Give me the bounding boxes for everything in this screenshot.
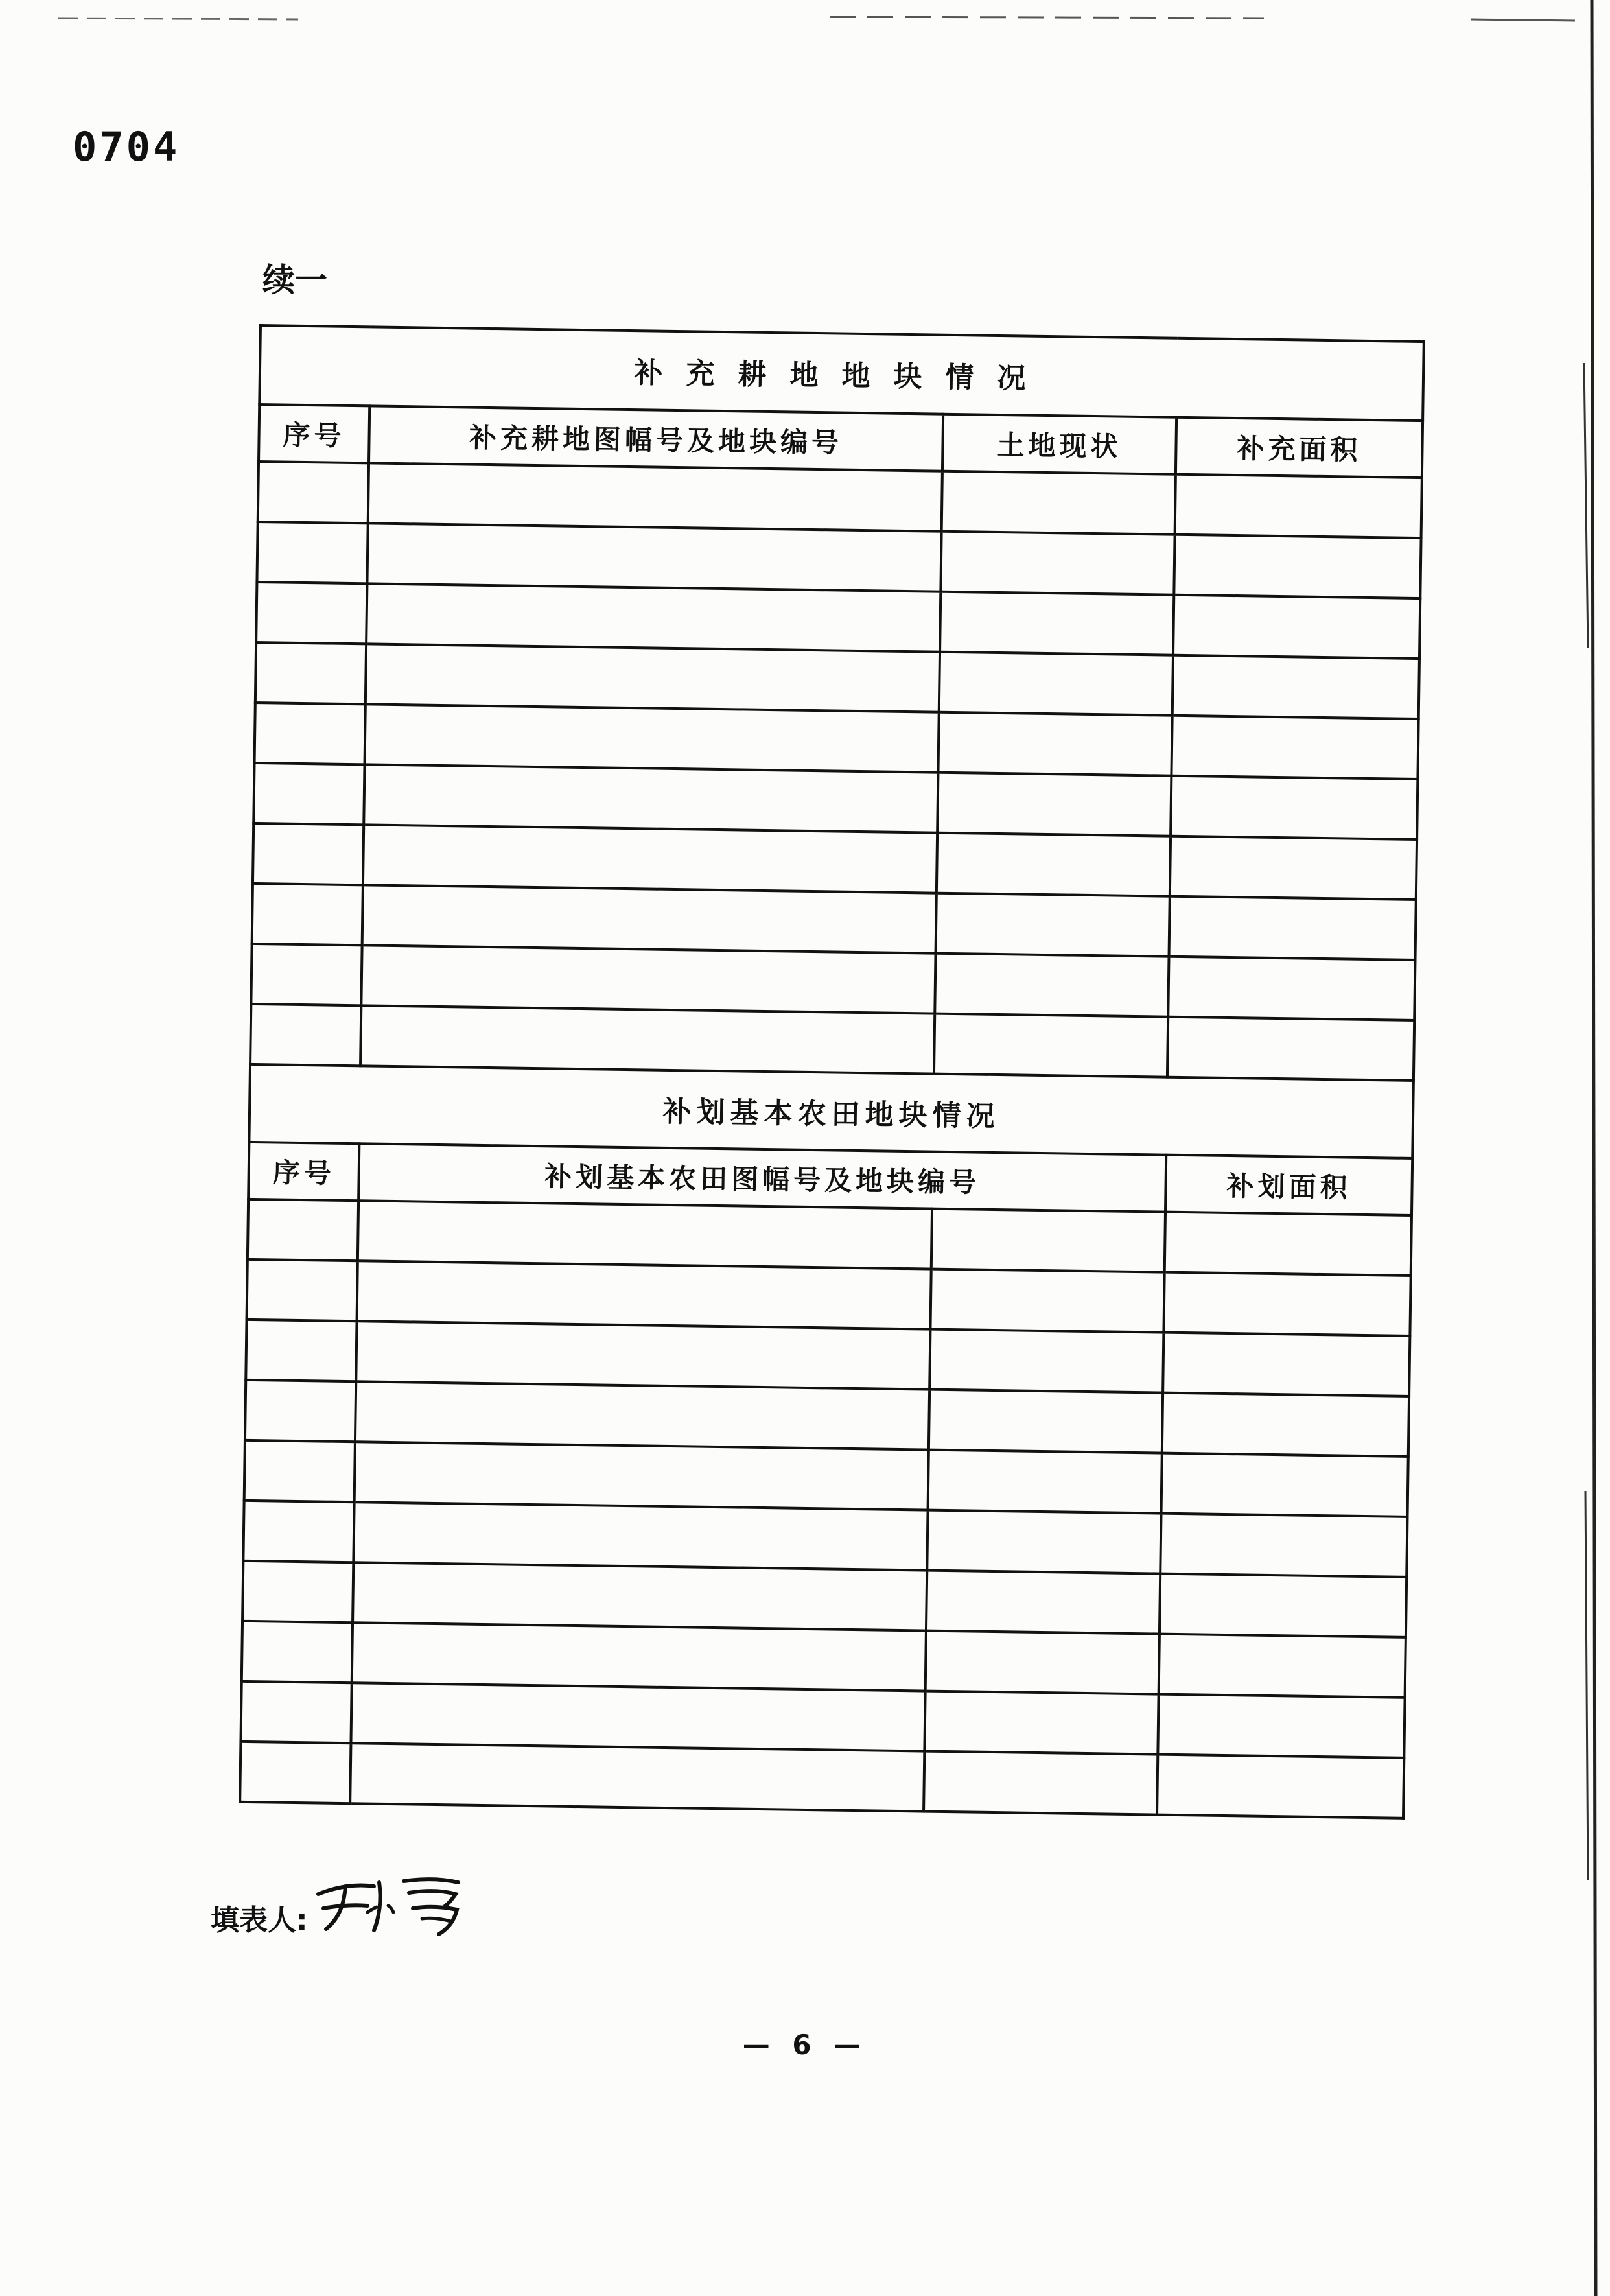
cell bbox=[258, 462, 369, 523]
cell bbox=[1165, 1212, 1412, 1276]
cell bbox=[243, 1501, 354, 1562]
cell bbox=[927, 1510, 1161, 1574]
cell bbox=[251, 944, 362, 1005]
cell bbox=[937, 833, 1171, 896]
handwritten-signature bbox=[312, 1867, 467, 1938]
binding-edge bbox=[1581, 0, 1610, 2296]
cell bbox=[255, 642, 366, 704]
cultivated-header-area: 补充面积 bbox=[1176, 417, 1423, 478]
cell bbox=[1163, 1333, 1410, 1396]
cell bbox=[1175, 474, 1422, 538]
cell bbox=[1163, 1272, 1410, 1336]
cell bbox=[245, 1380, 356, 1442]
cell bbox=[1168, 957, 1415, 1020]
page-stamp: 0704 bbox=[73, 123, 180, 170]
cell bbox=[931, 1209, 1165, 1272]
cell bbox=[351, 1683, 925, 1751]
cell bbox=[1161, 1453, 1408, 1517]
farmland-header-index: 序号 bbox=[248, 1142, 359, 1201]
cell bbox=[363, 825, 937, 893]
land-form bbox=[239, 324, 1423, 1820]
cell bbox=[365, 704, 939, 772]
cell bbox=[350, 1743, 924, 1811]
cell bbox=[1171, 776, 1418, 839]
cell bbox=[253, 763, 364, 825]
cell bbox=[936, 893, 1170, 957]
cell bbox=[1173, 595, 1420, 659]
farmland-section-title: 补划基本农田地块情况 bbox=[249, 1064, 1414, 1158]
cell bbox=[366, 644, 940, 712]
land-form-table bbox=[239, 324, 1425, 1820]
cell bbox=[353, 1562, 927, 1630]
cell bbox=[1174, 535, 1421, 598]
cell bbox=[358, 1201, 932, 1269]
cell bbox=[929, 1390, 1163, 1453]
cell bbox=[356, 1321, 930, 1389]
cell bbox=[242, 1561, 353, 1622]
cell bbox=[355, 1442, 929, 1510]
cell bbox=[924, 1751, 1158, 1815]
cell bbox=[1157, 1755, 1404, 1818]
cell bbox=[934, 1014, 1168, 1077]
filler-label: 填表人: bbox=[211, 1904, 308, 1937]
cell bbox=[1160, 1574, 1406, 1637]
cell bbox=[938, 712, 1172, 776]
cell bbox=[362, 885, 937, 953]
cell bbox=[257, 522, 368, 583]
continuation-label: 续一 bbox=[262, 261, 327, 299]
cultivated-section-title: 补充耕地地块情况 bbox=[259, 325, 1424, 421]
cell bbox=[244, 1440, 355, 1502]
cell bbox=[1158, 1694, 1405, 1758]
cell bbox=[353, 1502, 928, 1570]
cell bbox=[256, 582, 367, 644]
cell bbox=[367, 523, 941, 591]
cell bbox=[1162, 1393, 1409, 1457]
cell bbox=[926, 1571, 1160, 1634]
cell bbox=[364, 764, 938, 832]
cell bbox=[1159, 1634, 1406, 1698]
cell bbox=[926, 1631, 1160, 1694]
filler-line bbox=[211, 1867, 467, 1938]
cell bbox=[352, 1622, 926, 1691]
cell bbox=[940, 532, 1174, 595]
cell bbox=[1160, 1514, 1407, 1577]
cell bbox=[360, 1005, 935, 1073]
cell bbox=[253, 823, 364, 885]
cell bbox=[935, 954, 1169, 1017]
cell bbox=[242, 1621, 353, 1683]
cell bbox=[942, 471, 1176, 535]
cell bbox=[255, 703, 366, 764]
cell bbox=[940, 592, 1174, 655]
cell bbox=[247, 1259, 358, 1321]
cell bbox=[357, 1261, 931, 1329]
cell bbox=[937, 773, 1171, 836]
cell bbox=[250, 1004, 361, 1066]
farmland-header-area: 补划面积 bbox=[1165, 1155, 1412, 1215]
cell bbox=[1170, 836, 1417, 900]
cell bbox=[361, 945, 935, 1013]
cell bbox=[248, 1199, 358, 1261]
cell bbox=[939, 652, 1173, 716]
cell bbox=[928, 1450, 1162, 1514]
cell bbox=[355, 1381, 929, 1449]
cell bbox=[240, 1681, 351, 1743]
cultivated-header-status: 土地现状 bbox=[942, 414, 1176, 474]
cell bbox=[240, 1742, 351, 1803]
cell bbox=[252, 884, 363, 945]
farmland-header-parcel: 补划基本农田图幅号及地块编号 bbox=[358, 1143, 1166, 1212]
cell bbox=[1172, 655, 1419, 719]
page-footer: — 6 — bbox=[742, 2029, 868, 2061]
cell bbox=[924, 1691, 1158, 1755]
cell bbox=[1167, 1017, 1414, 1081]
cell bbox=[1169, 896, 1416, 960]
cell bbox=[930, 1269, 1164, 1333]
cultivated-header-parcel: 补充耕地图幅号及地块编号 bbox=[369, 406, 943, 471]
cell bbox=[1171, 716, 1418, 779]
cultivated-header-index: 序号 bbox=[259, 404, 369, 463]
cell bbox=[929, 1330, 1163, 1393]
cell bbox=[368, 463, 942, 531]
top-scan-noise bbox=[0, 0, 1581, 39]
cell bbox=[366, 583, 940, 651]
cell bbox=[246, 1320, 356, 1381]
